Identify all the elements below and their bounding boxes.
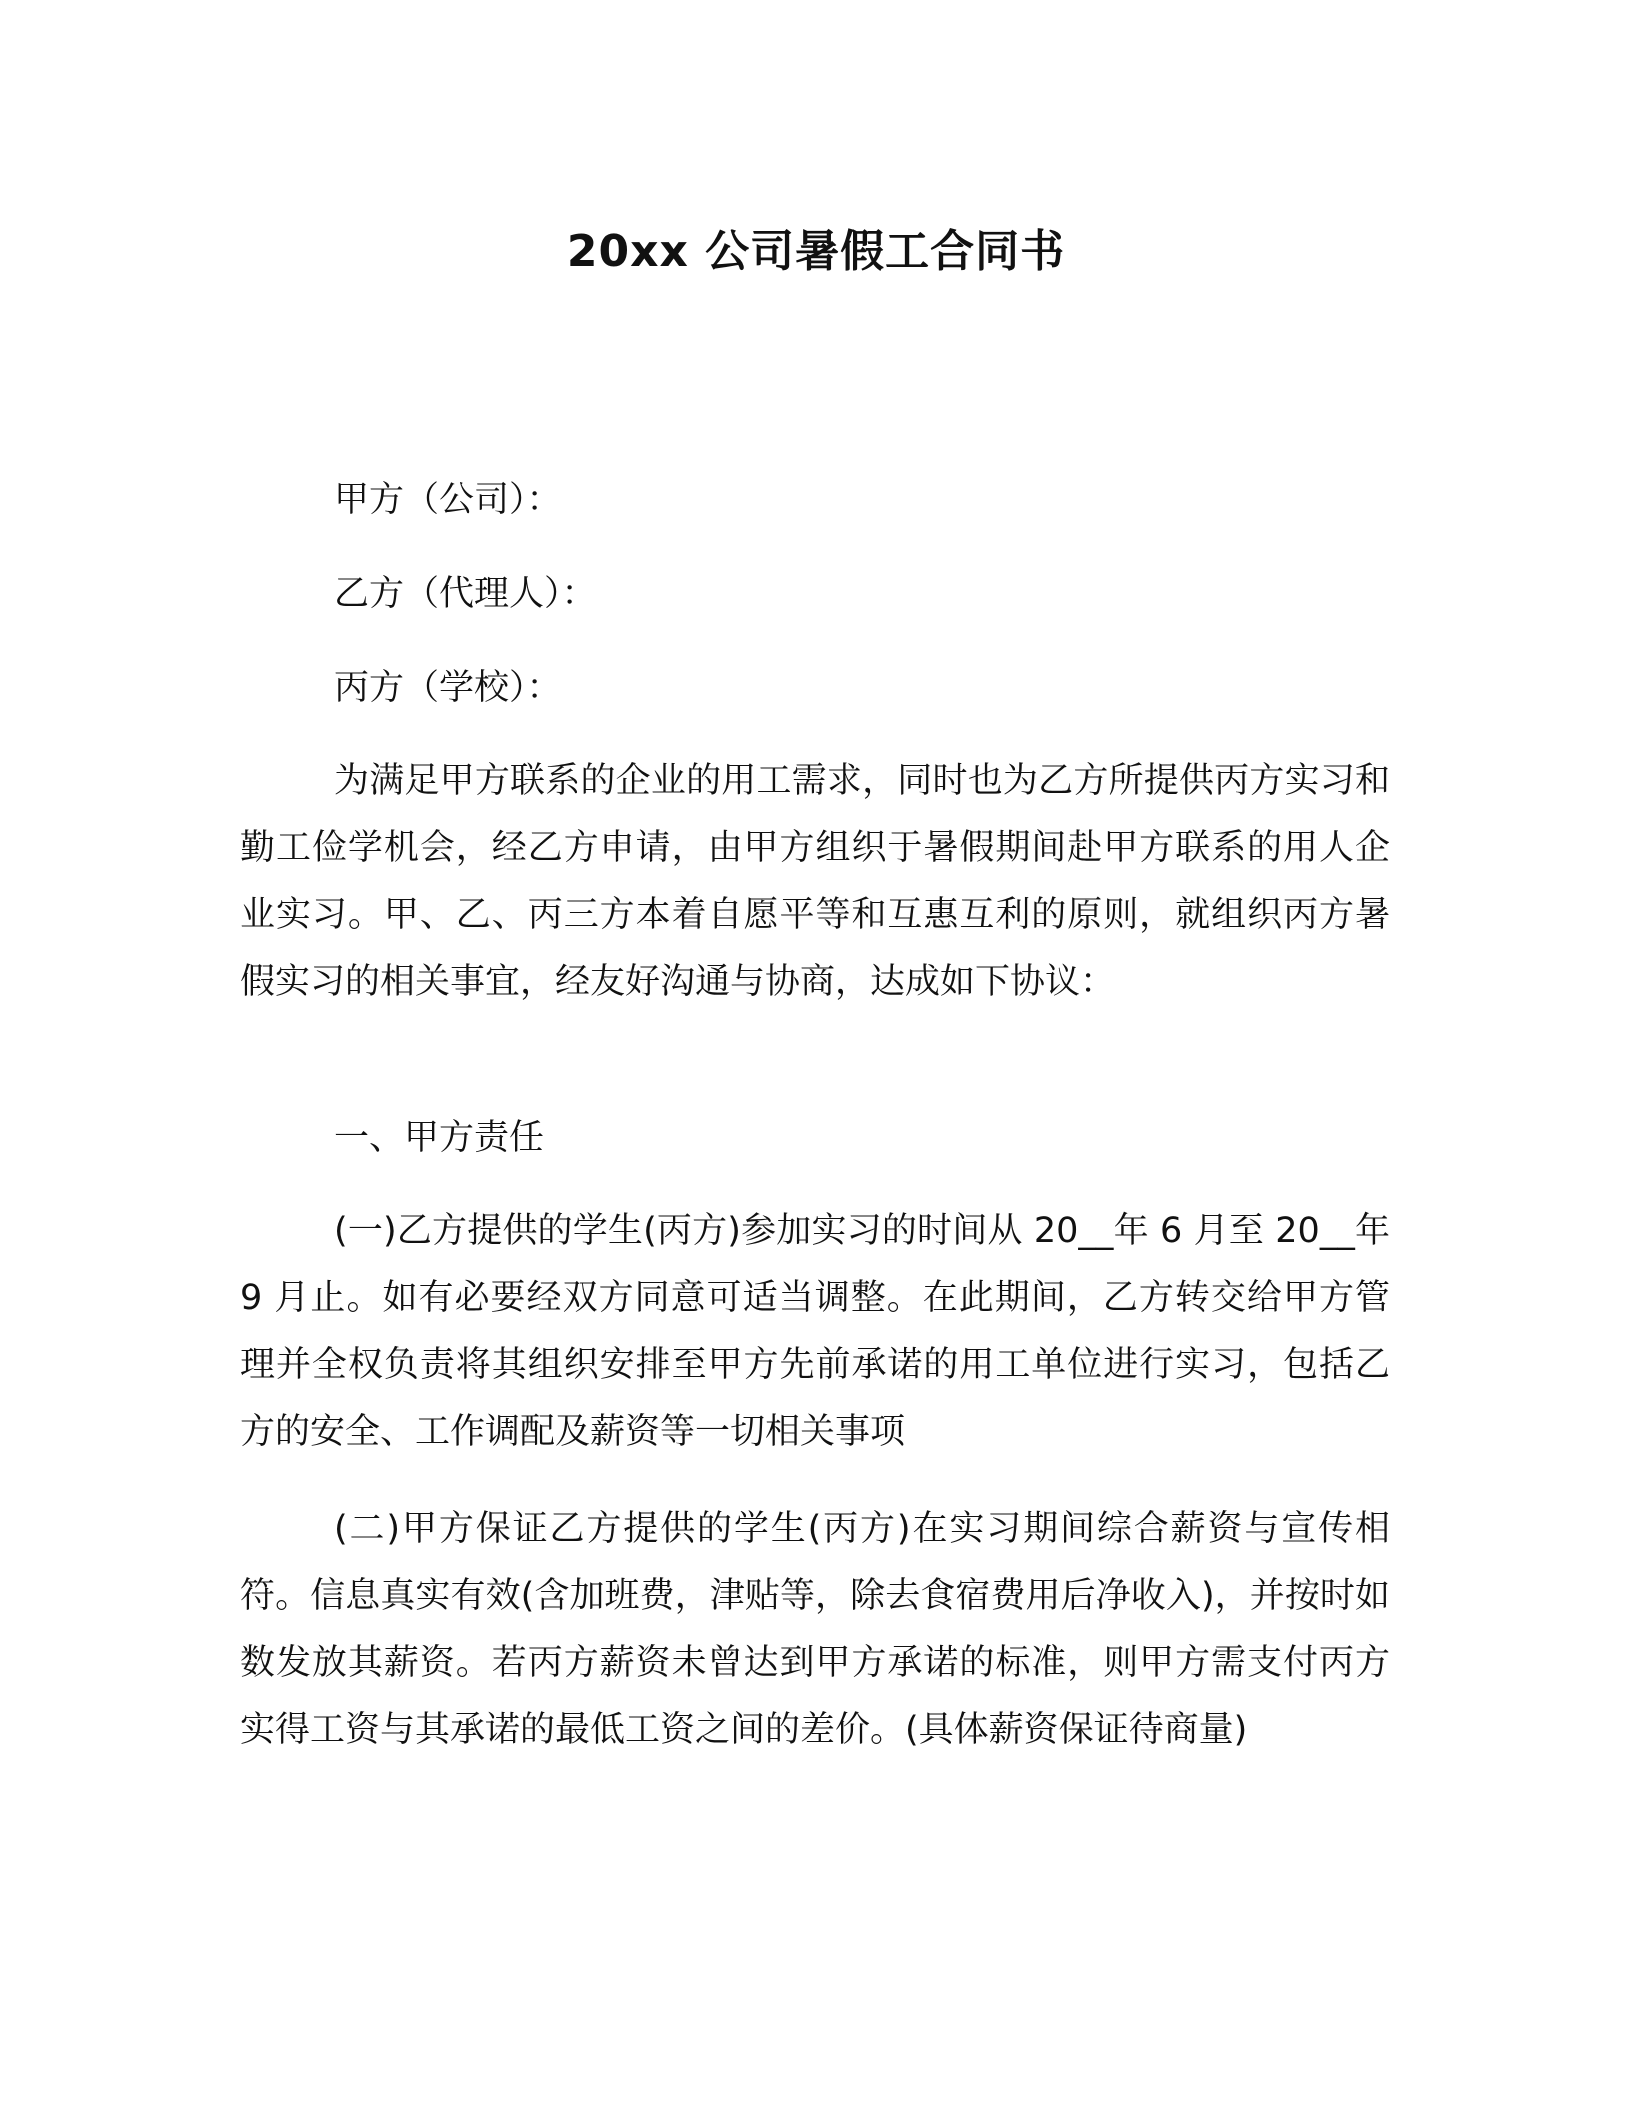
party-c-line: 丙方（学校）：: [334, 668, 562, 708]
clause-2-paragraph: (二)甲方保证乙方提供的学生(丙方)在实习期间综合薪资与宣传相符。信息真实有效(含加班费，津贴等，除去食宿费用后净收入)，并按时如数发放其薪资。若丙方薪资未曾达到甲方承诺的标准，则甲方需支付丙方实得工资与其承诺的最低工资之间的差价。(具体薪资保证待商量): [240, 1509, 1390, 1750]
clause-1-paragraph: (一)乙方提供的学生(丙方)参加实习的时间从 20__年 6 月至 20__年 9 月止。如有必要经双方同意可适当调整。在此期间，乙方转交给甲方管理并全权负责将其组织安排至甲方先前承诺的用工单位进行实习，包括乙方的安全、工作调配及薪资等一切相关事项: [240, 1211, 1390, 1452]
party-a-line: 甲方（公司）：: [334, 480, 562, 520]
document-title: 20xx 公司暑假工合同书: [566, 226, 1066, 277]
intro-paragraph: 为满足甲方联系的企业的用工需求，同时也为乙方所提供丙方实习和勤工俭学机会，经乙方申请，由甲方组织于暑假期间赴甲方联系的用人企业实习。甲、乙、丙三方本着自愿平等和互惠互利的原则，就组织丙方暑假实习的相关事宜，经友好沟通与协商，达成如下协议：: [240, 761, 1390, 1002]
party-b-line: 乙方（代理人）：: [334, 574, 597, 614]
section-heading-party-a-responsibility: 一、甲方责任: [334, 1118, 545, 1158]
